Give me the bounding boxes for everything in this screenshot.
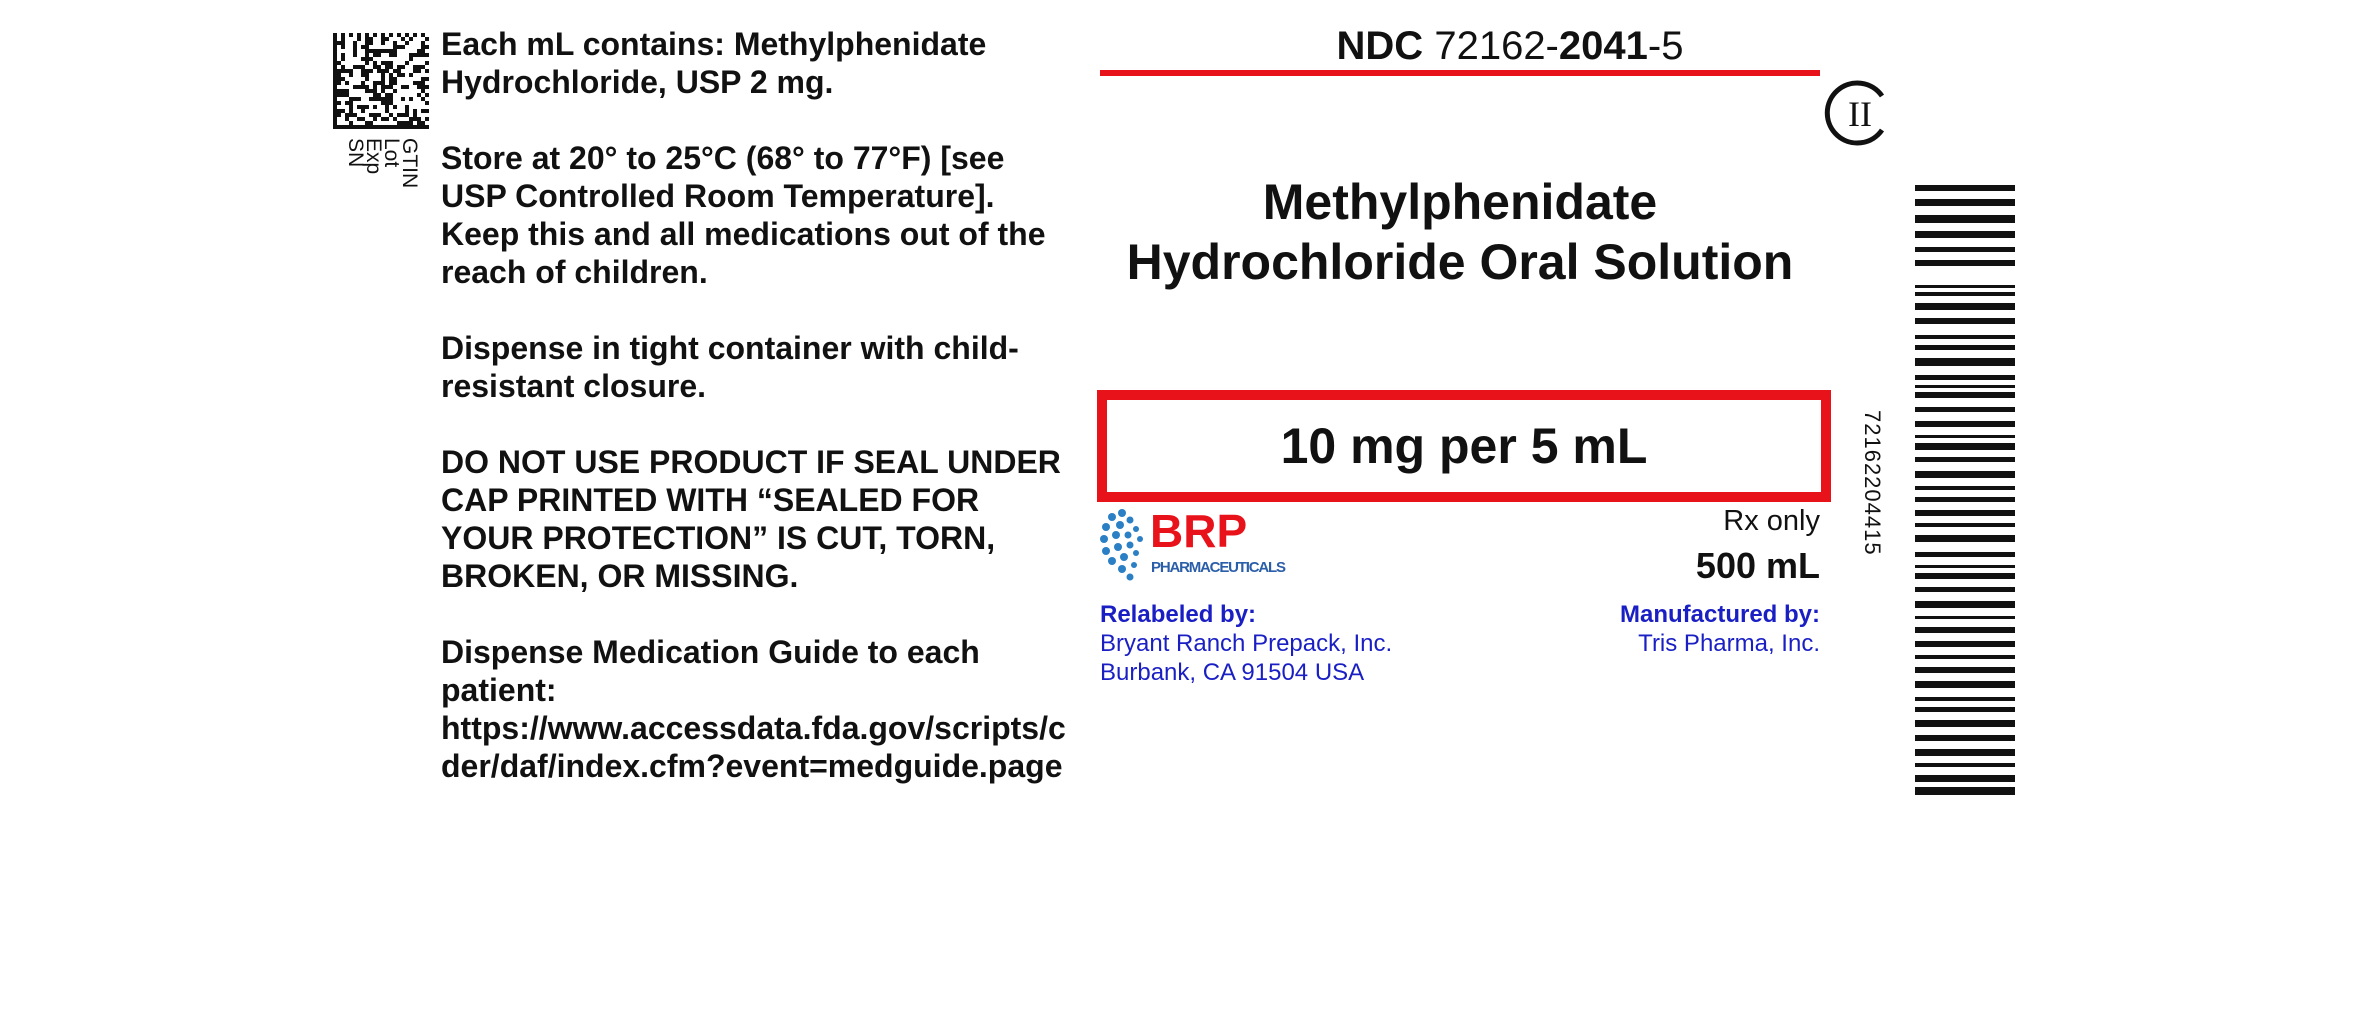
ndc-product-code: 2041 xyxy=(1558,24,1648,68)
contents-line: Hydrochloride, USP 2 mg. xyxy=(441,64,834,100)
dispense-line: resistant closure. xyxy=(441,368,706,404)
medguide-line: Dispense Medication Guide to each xyxy=(441,634,980,670)
relabeler-name: Bryant Ranch Prepack, Inc. xyxy=(1100,630,1393,657)
data-matrix-code xyxy=(333,33,429,129)
product-name-line: Hydrochloride Oral Solution xyxy=(1126,234,1794,290)
exp-label: Exp xyxy=(362,138,385,175)
relabeler-address: Burbank, CA 91504 USA xyxy=(1100,659,1365,686)
storage-line: reach of children. xyxy=(441,254,708,290)
manufacturer-header: Manufactured by: xyxy=(1619,601,1820,628)
strength-box xyxy=(1097,390,1831,502)
schedule-ii-text: II xyxy=(1848,94,1872,134)
warning-line: DO NOT USE PRODUCT IF SEAL UNDER xyxy=(441,444,1061,480)
storage-line: Keep this and all medications out of the xyxy=(441,216,1046,252)
seal-warning xyxy=(441,443,1101,595)
relabeler-header: Relabeled by: xyxy=(1100,601,1257,628)
schedule-ii-icon xyxy=(1822,78,1892,148)
barcode-number: 72162204415 xyxy=(1860,410,1885,556)
warning-line: BROKEN, OR MISSING. xyxy=(441,558,799,594)
brp-logo xyxy=(1100,505,1290,585)
medication-guide-statement xyxy=(441,633,1091,785)
manufacturer-name: Tris Pharma, Inc. xyxy=(1638,630,1820,657)
barcode xyxy=(1915,185,2015,795)
relabeler-block xyxy=(1100,600,1500,687)
warning-line: CAP PRINTED WITH “SEALED FOR xyxy=(441,482,980,518)
rx-only: Rx only xyxy=(1723,505,1820,537)
logo-name: BRP xyxy=(1150,505,1248,557)
sn-label: SN xyxy=(344,138,367,168)
contents-statement xyxy=(441,25,1101,101)
product-name-line: Methylphenidate xyxy=(1262,174,1658,230)
ndc-divider xyxy=(1100,70,1820,76)
logo-dots-icon xyxy=(1100,509,1143,581)
manufacturer-block xyxy=(1520,600,1820,658)
storage-line: USP Controlled Room Temperature]. xyxy=(441,178,995,214)
medguide-url-line[interactable]: https://www.accessdata.fda.gov/scripts/c xyxy=(441,710,1066,746)
storage-statement xyxy=(441,139,1101,291)
logo-subtitle: PHARMACEUTICALS xyxy=(1151,559,1286,576)
lot-label: Lot xyxy=(380,138,403,168)
qr-code-labels xyxy=(344,138,421,189)
medguide-line: patient: xyxy=(441,672,557,708)
dispense-line: Dispense in tight container with child- xyxy=(441,330,1019,366)
warning-line: YOUR PROTECTION” IS CUT, TORN, xyxy=(441,520,996,556)
medguide-url-line[interactable]: der/daf/index.cfm?event=medguide.page xyxy=(441,748,1063,784)
strength: 10 mg per 5 mL xyxy=(1280,418,1648,474)
volume: 500 mL xyxy=(1695,545,1820,586)
storage-line: Store at 20° to 25°C (68° to 77°F) [see xyxy=(441,140,1005,176)
ndc-number xyxy=(1100,22,1920,70)
ndc-package-code: -5 xyxy=(1647,24,1684,68)
gtin-label: GTIN xyxy=(398,138,421,189)
contents-line: Each mL contains: Methylphenidate xyxy=(441,26,987,62)
ndc-prefix: NDC xyxy=(1336,24,1424,68)
ndc-labeler-code: 72162- xyxy=(1434,24,1559,68)
dispense-statement xyxy=(441,329,1101,405)
product-name xyxy=(1100,172,1820,292)
